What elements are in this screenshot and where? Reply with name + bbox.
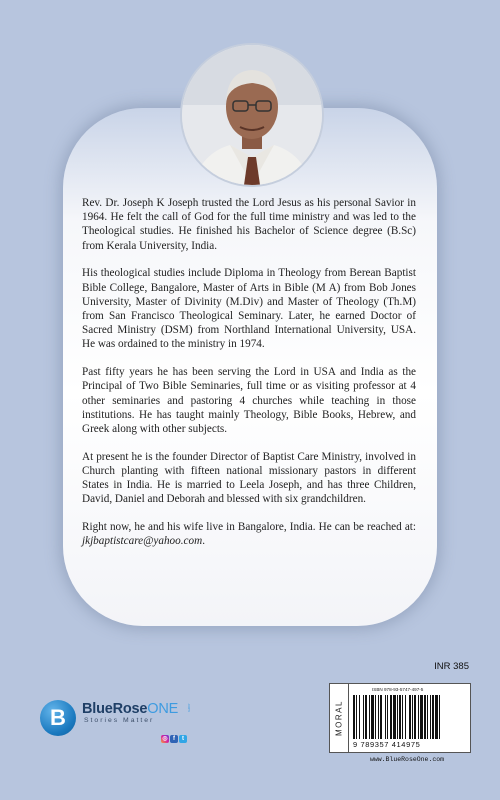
category-label-box [330, 684, 349, 752]
barcode-bar [435, 695, 438, 739]
barcode-bar [402, 695, 403, 739]
publisher-logo [40, 695, 195, 745]
bio-paragraph: Rev. Dr. Joseph K Joseph trusted the Lord Jesus as his personal Savior in 1964. He felt the call of God for the full time ministry and was led to the Theological studies. He finished his Bachelor of Science degree (B.Sc) from Kerala University, India. [82, 197, 416, 252]
bio-paragraph: Past fifty years he has been serving the Lord in USA and India as the Principal of Two Bible Seminaries, full time or as visiting professor at 4 other seminaries and pastoring 4 churches while teaching in those institutions. He has taught mainly Theology, Bible Books, Hebrew, and Greek along with other subjects. [82, 366, 416, 436]
barcode-bar [380, 695, 382, 739]
barcode-bar [387, 695, 388, 739]
barcode-bar [397, 695, 398, 739]
twitter-icon[interactable]: t [179, 735, 187, 743]
social-icons [161, 727, 188, 742]
barcode-bar [424, 695, 426, 739]
barcode-bar [427, 695, 428, 739]
instagram-icon[interactable]: ◎ [162, 736, 168, 742]
barcode-number: 9 789357 414975 [353, 740, 421, 749]
barcode-bar [359, 695, 360, 739]
barcode-bar [418, 695, 419, 739]
barcode-bar [365, 695, 367, 739]
publisher-name-main: BlueRose [82, 701, 148, 717]
author-portrait-image [182, 45, 322, 185]
barcode-bar [414, 695, 416, 739]
barcode-bar [399, 695, 401, 739]
barcode-bar [432, 695, 434, 739]
price-label: INR 385 [434, 661, 469, 672]
publisher-name [82, 701, 178, 717]
barcode-bar [353, 695, 355, 739]
bluerose-logo-icon: B [40, 700, 76, 736]
author-bio [82, 196, 416, 549]
bio-contact-end: . [202, 535, 205, 548]
facebook-icon[interactable]: f [170, 735, 178, 743]
barcode-bar [371, 695, 374, 739]
barcode-bar [369, 695, 370, 739]
bio-contact-paragraph [82, 520, 416, 548]
barcode-bar [420, 695, 423, 739]
barcode-bar [405, 695, 406, 739]
bio-paragraph: His theological studies include Diploma in Theology from Berean Baptist Bible College, Bangalore, Master of Arts in Bible (M A) from Bob Jones University, Master of Divinity (M.Div) and Master of Theology (Th.M) from San Francisco Theological Seminary. Later, he earned Doctor of Sacred Ministry (DSM) from Northland International University, USA. He was ordained to the ministry in 1974. [82, 267, 416, 351]
author-email-link[interactable]: jkjbaptistcare@yahoo.com [82, 535, 203, 548]
publisher-tagline: Stories Matter [84, 717, 155, 724]
barcode-bar [375, 695, 376, 739]
bio-paragraph: At present he is the founder Director of Baptist Care Ministry, involved in Church planting with fifteen national missionary pastors in different States in India. He is married to Leela Joseph, and has three Children, David, Daniel and Deborah and blessed with six grandchildren. [82, 450, 416, 506]
barcode-bar [409, 695, 411, 739]
barcode-bar [363, 695, 364, 739]
barcode-bar [385, 695, 386, 739]
barcode-bar [378, 695, 379, 739]
category-label: MORAL [334, 700, 344, 736]
bio-contact-text: Right now, he and his wife live in Bangalore, India. He can be reached at: [82, 521, 416, 534]
barcode-bar [390, 695, 392, 739]
author-photo [182, 45, 322, 185]
barcode-bar [430, 695, 431, 739]
barcode-image [353, 695, 465, 739]
barcode-bar [439, 695, 440, 739]
publisher-name-one: ONE [147, 701, 179, 717]
publisher-domain-suffix: .com [187, 703, 192, 712]
barcode-bar [393, 695, 396, 739]
publisher-website[interactable]: www.BlueRoseOne.com [369, 756, 445, 763]
isbn-label: ISBN 978-93-5747-497-5 [372, 687, 424, 692]
barcode-bar [412, 695, 413, 739]
barcode-bar [356, 695, 357, 739]
barcode-box [329, 683, 471, 753]
